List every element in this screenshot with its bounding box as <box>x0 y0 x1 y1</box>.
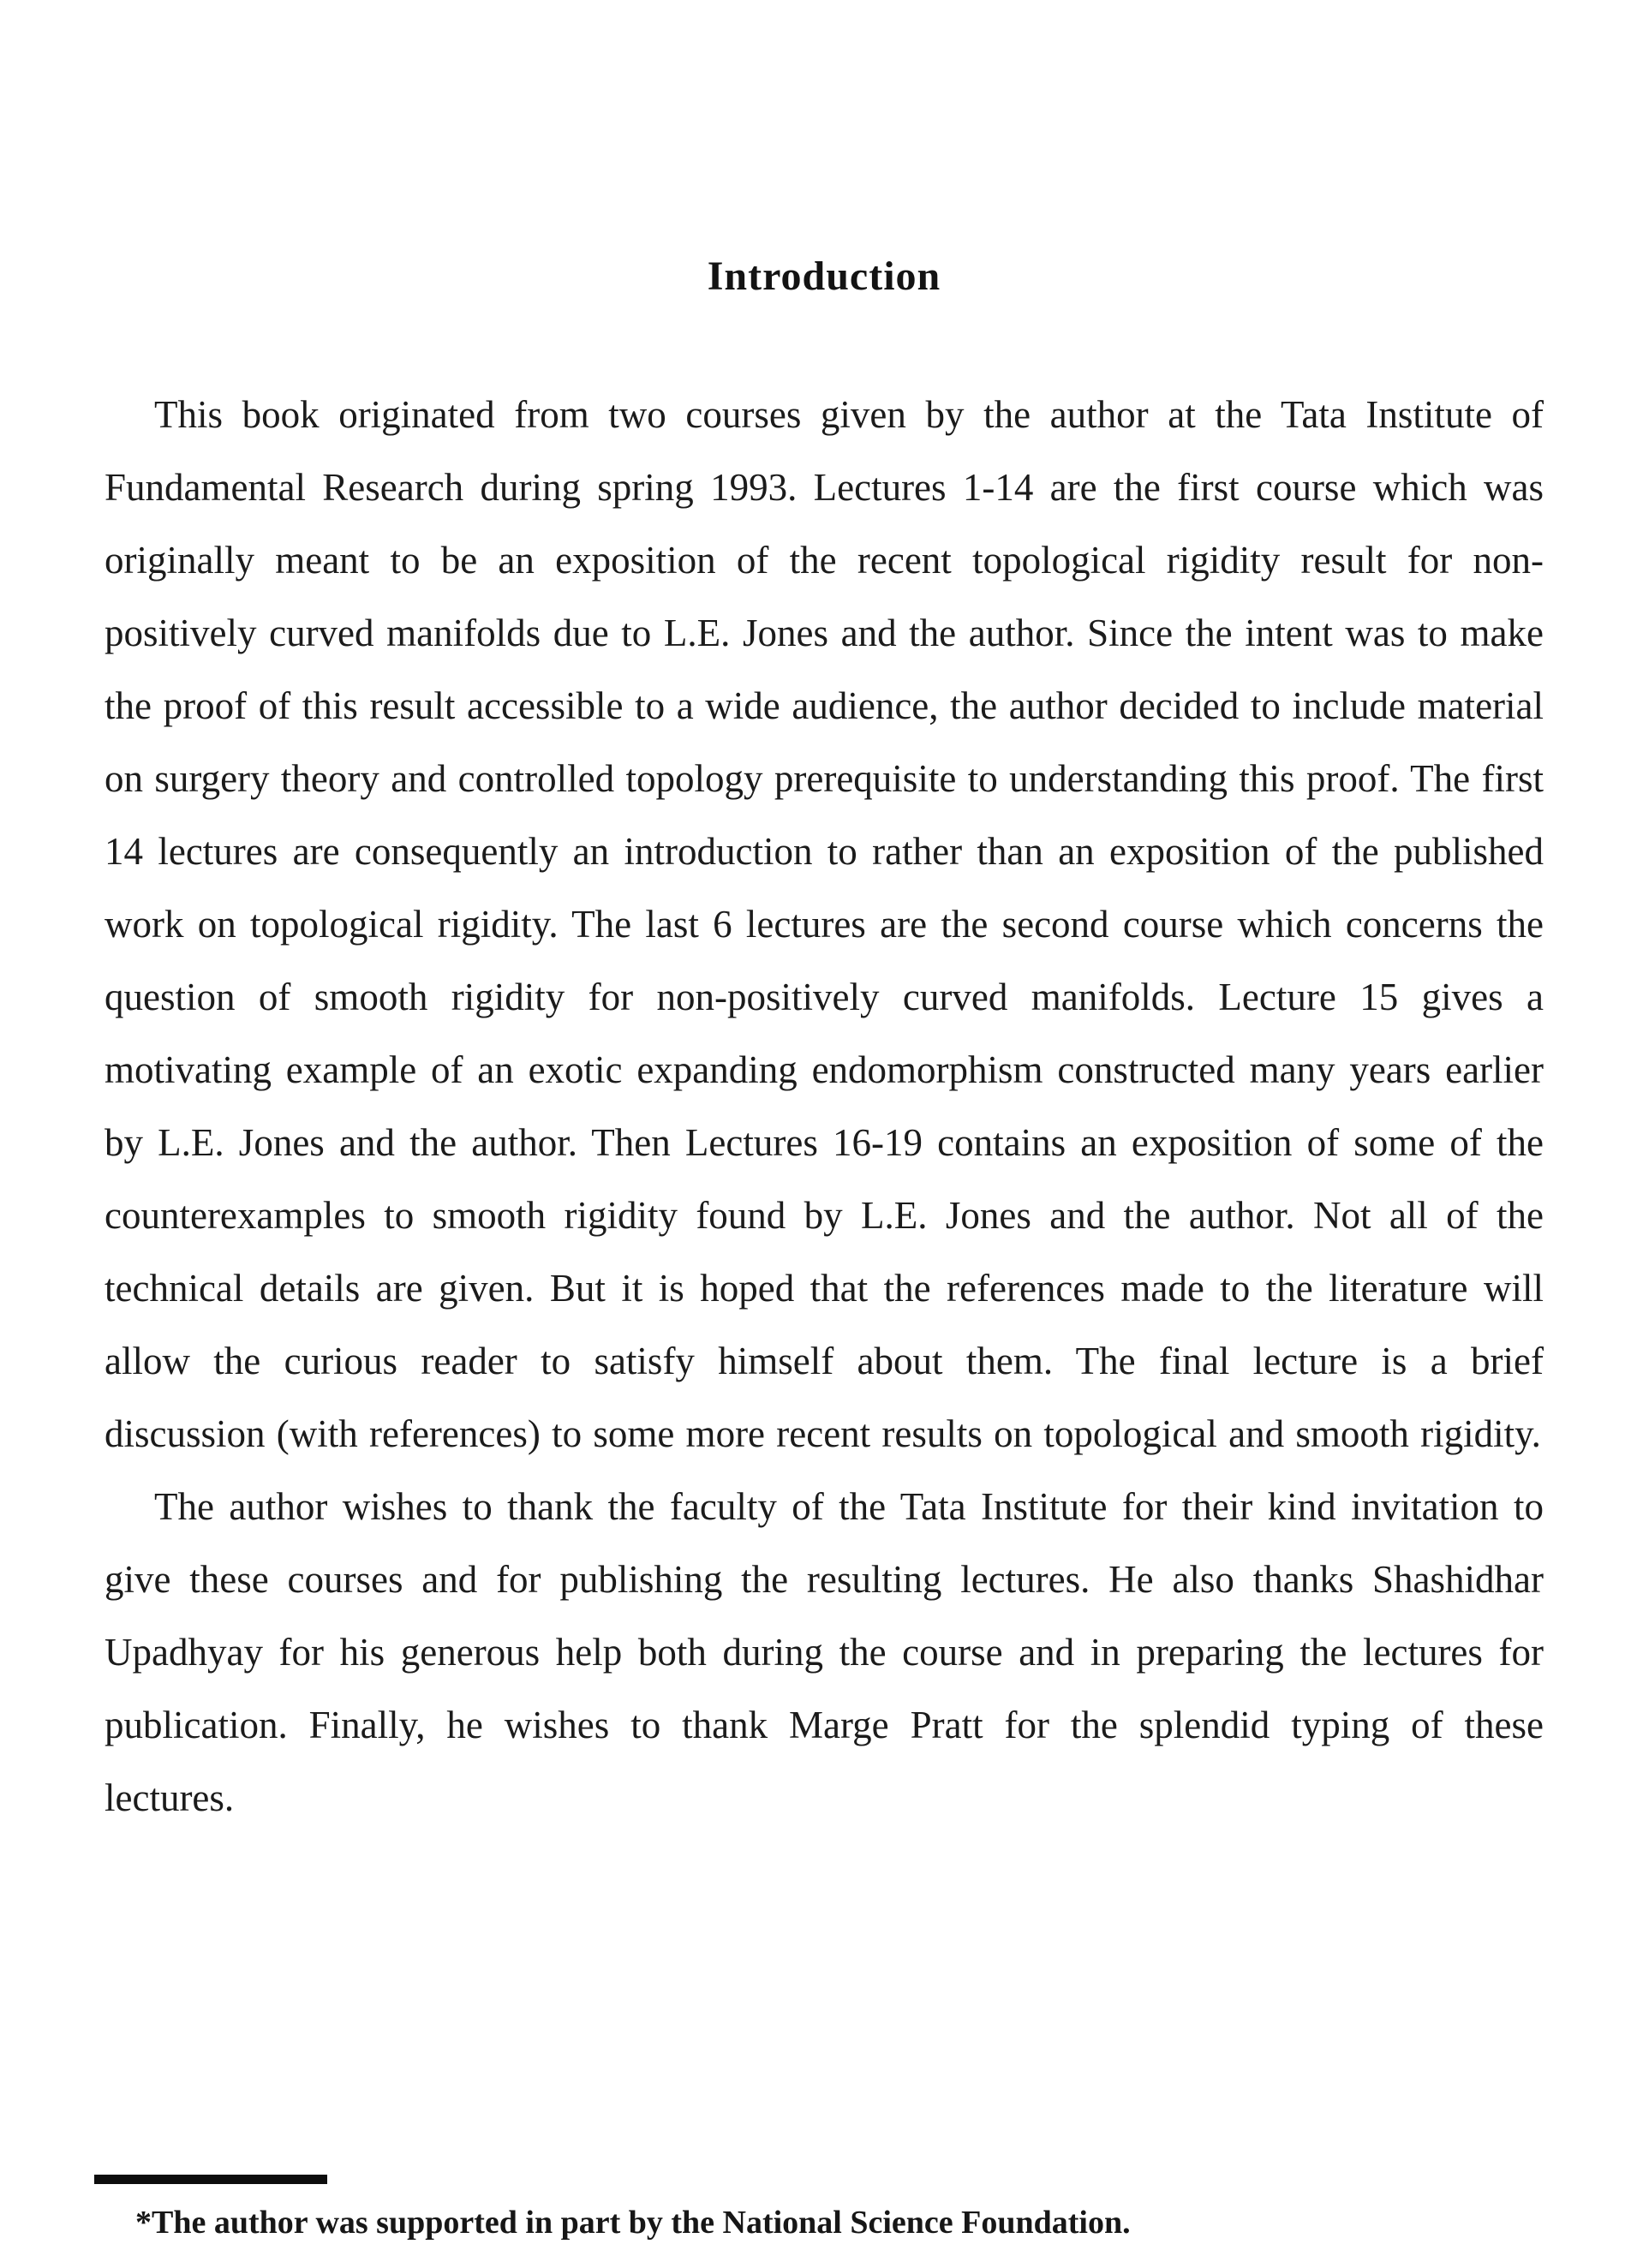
paragraph-intro: This book originated from two courses given by the author at the Tata Institute of Fundamental Research during spring 1993. Lectures 1-14 are the first course which was originally meant to be an exposition of the recent topological rigidity result for non-positively curved manifolds due to L.E. Jones and the author. Since the intent was to make the proof of this result accessible to a wide audience, the author decided to include material on surgery theory and controlled topology prerequisite to understanding this proof. The first 14 lectures are consequently an introduction to rather than an exposition of the published work on topological rigidity. The last 6 lectures are the second course which concerns the question of smooth rigidity for non-positively curved manifolds. Lecture 15 gives a motivating example of an exotic expanding endomorphism constructed many years earlier by L.E. Jones and the author. Then Lectures 16-19 contains an exposition of some of the counterexamples to smooth rigidity found by L.E. Jones and the author. Not all of the technical details are given. But it is hoped that the references made to the literature will allow the curious reader to satisfy himself about them. The final lecture is a brief discussion (with references) to some more recent results on topological and smooth rigidity. <box>105 393 1544 1455</box>
footnote-separator-rule <box>94 2175 327 2184</box>
page-content <box>105 253 1544 1835</box>
page-title: Introduction <box>707 254 941 299</box>
footnote-text: *The author was supported in part by the National Science Foundation. <box>135 2205 1131 2241</box>
footnote <box>94 2175 1533 2244</box>
paragraph-acknowledgements: The author wishes to thank the faculty of the Tata Institute for their kind invitation to give these courses and for publishing the resulting lectures. He also thanks Shashidhar Upadhyay for his generous help both during the course and in preparing the lectures for publication. Finally, he wishes to thank Marge Pratt for the splendid typing of these lectures. <box>105 1485 1544 1819</box>
